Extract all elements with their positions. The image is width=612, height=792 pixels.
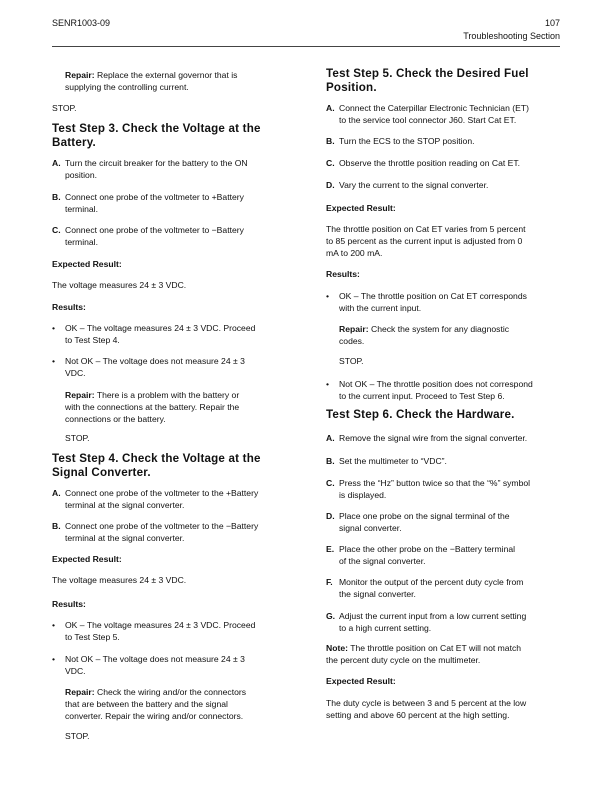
step-letter: A. — [326, 103, 335, 113]
paragraph: The voltage measures 24 ± 3 VDC. — [52, 575, 187, 585]
stop-text: STOP. — [65, 731, 90, 741]
repair-paragraph — [65, 69, 315, 93]
result-bullet — [52, 322, 315, 346]
step-text: Connect one probe of the voltmeter to the −Battery terminal at the signal converter. — [65, 521, 259, 543]
step-item — [326, 102, 589, 126]
step-text: Observe the throttle position reading on Cat ET. — [339, 158, 521, 168]
subheading: Expected Result: — [326, 203, 396, 213]
result-bullet — [326, 378, 589, 402]
step-text: Remove the signal wire from the signal converter. — [339, 433, 528, 443]
bullet-text: Not OK – The voltage does not measure 24 ± 3 VDC. — [65, 654, 245, 676]
step-text: Press the “Hz” button twice so that the “%” symbol is displayed. — [339, 478, 531, 500]
note-text: The throttle position on Cat ET will not match the percent duty cycle on the multimeter. — [326, 643, 522, 665]
paragraph: The voltage measures 24 ± 3 VDC. — [52, 280, 187, 290]
step-text: Adjust the current input from a low current setting to a high current setting. — [339, 611, 527, 633]
repair-paragraph — [65, 686, 315, 722]
step-text: Monitor the output of the percent duty cycle from the signal converter. — [339, 577, 524, 599]
step-item — [326, 157, 589, 169]
step-text: Place one probe on the signal terminal of the signal converter. — [339, 511, 510, 533]
bullet-icon: • — [326, 291, 330, 301]
step-letter: B. — [52, 192, 61, 202]
step-letter: C. — [326, 158, 335, 168]
step-letter: C. — [52, 225, 61, 235]
step-item — [326, 179, 589, 191]
note-label: Note: — [326, 643, 348, 653]
step-item — [326, 135, 589, 147]
document-id: SENR1003-09 — [52, 18, 111, 28]
repair-paragraph — [339, 323, 589, 347]
step-letter: B. — [326, 456, 335, 466]
result-bullet — [52, 653, 315, 677]
step-text: Turn the ECS to the STOP position. — [339, 136, 475, 146]
step-letter: B. — [52, 521, 61, 531]
paragraph: The duty cycle is between 3 and 5 percent at the low setting and above 60 percent at the high setting. — [326, 698, 527, 720]
step-letter: D. — [326, 511, 335, 521]
step-letter: A. — [52, 158, 61, 168]
result-bullet — [52, 355, 315, 379]
repair-text: Check the wiring and/or the connectors that are between the battery and the signal converter. Repair the wiring and/or connectors. — [65, 687, 247, 721]
section-heading: Test Step 3. Check the Voltage at the Battery. — [52, 122, 261, 149]
subheading: Results: — [52, 599, 86, 609]
bullet-text: OK – The voltage measures 24 ± 3 VDC. Proceed to Test Step 5. — [65, 620, 256, 642]
result-bullet — [52, 619, 315, 643]
section-heading: Test Step 5. Check the Desired Fuel Position. — [326, 67, 529, 94]
page-number: 107 — [544, 18, 560, 28]
bullet-icon: • — [52, 356, 56, 366]
subheading: Expected Result: — [52, 259, 122, 269]
repair-text: There is a problem with the battery or with the connections at the battery. Repair the connections or the battery. — [65, 390, 240, 424]
repair-text: Check the system for any diagnostic codes. — [339, 324, 510, 346]
paragraph: STOP. — [52, 103, 77, 113]
header-divider — [52, 46, 560, 47]
step-letter: E. — [326, 544, 335, 554]
step-text: Connect one probe of the voltmeter to +Battery terminal. — [65, 192, 244, 214]
step-text: Connect one probe of the voltmeter to the +Battery terminal at the signal converter. — [65, 488, 259, 510]
bullet-text: OK – The throttle position on Cat ET corresponds with the current input. — [339, 291, 527, 313]
step-letter: D. — [326, 180, 335, 190]
step-letter: C. — [326, 478, 335, 488]
repair-label: Repair: — [65, 70, 95, 80]
step-text: Turn the circuit breaker for the battery to the ON position. — [65, 158, 248, 180]
step-item — [326, 543, 589, 567]
step-item — [326, 610, 589, 634]
repair-label: Repair: — [339, 324, 369, 334]
step-item — [326, 477, 589, 501]
note-paragraph — [326, 642, 576, 666]
subheading: Expected Result: — [326, 676, 396, 686]
step-item — [52, 520, 315, 544]
subheading: Results: — [52, 302, 86, 312]
repair-label: Repair: — [65, 687, 95, 697]
bullet-icon: • — [326, 379, 330, 389]
subheading: Results: — [326, 269, 360, 279]
step-letter: A. — [52, 488, 61, 498]
step-item — [326, 510, 589, 534]
step-text: Set the multimeter to “VDC”. — [339, 456, 447, 466]
step-text: Vary the current to the signal converter. — [339, 180, 489, 190]
bullet-text: Not OK – The voltage does not measure 24 ± 3 VDC. — [65, 356, 245, 378]
section-heading: Test Step 4. Check the Voltage at the Signal Converter. — [52, 452, 261, 479]
paragraph: The throttle position on Cat ET varies from 5 percent to 85 percent as the current input is adjusted from 0 mA to 200 mA. — [326, 224, 526, 258]
step-item — [52, 487, 315, 511]
stop-text: STOP. — [339, 356, 364, 366]
section-title: Troubleshooting Section — [463, 31, 560, 41]
step-item — [52, 224, 315, 248]
result-bullet — [326, 290, 589, 314]
step-item — [326, 432, 589, 444]
bullet-icon: • — [52, 620, 56, 630]
bullet-text: OK – The voltage measures 24 ± 3 VDC. Proceed to Test Step 4. — [65, 323, 256, 345]
bullet-icon: • — [52, 654, 56, 664]
bullet-text: Not OK – The throttle position does not correspond to the current input. Proceed to Test Step 6. — [339, 379, 533, 401]
step-item — [326, 576, 589, 600]
repair-paragraph — [65, 389, 315, 425]
step-item — [52, 157, 315, 181]
step-item — [52, 191, 315, 215]
step-text: Place the other probe on the −Battery terminal of the signal converter. — [339, 544, 516, 566]
subheading: Expected Result: — [52, 554, 122, 564]
step-letter: A. — [326, 433, 335, 443]
step-item — [326, 455, 589, 467]
step-letter: F. — [326, 577, 333, 587]
repair-text: Replace the external governor that is supplying the controlling current. — [65, 70, 238, 92]
step-letter: G. — [326, 611, 336, 621]
section-heading: Test Step 6. Check the Hardware. — [326, 408, 515, 421]
repair-label: Repair: — [65, 390, 95, 400]
step-text: Connect the Caterpillar Electronic Technician (ET) to the service tool connector J60. Start Cat ET. — [339, 103, 529, 125]
bullet-icon: • — [52, 323, 56, 333]
stop-text: STOP. — [65, 433, 90, 443]
step-letter: B. — [326, 136, 335, 146]
step-text: Connect one probe of the voltmeter to −Battery terminal. — [65, 225, 244, 247]
